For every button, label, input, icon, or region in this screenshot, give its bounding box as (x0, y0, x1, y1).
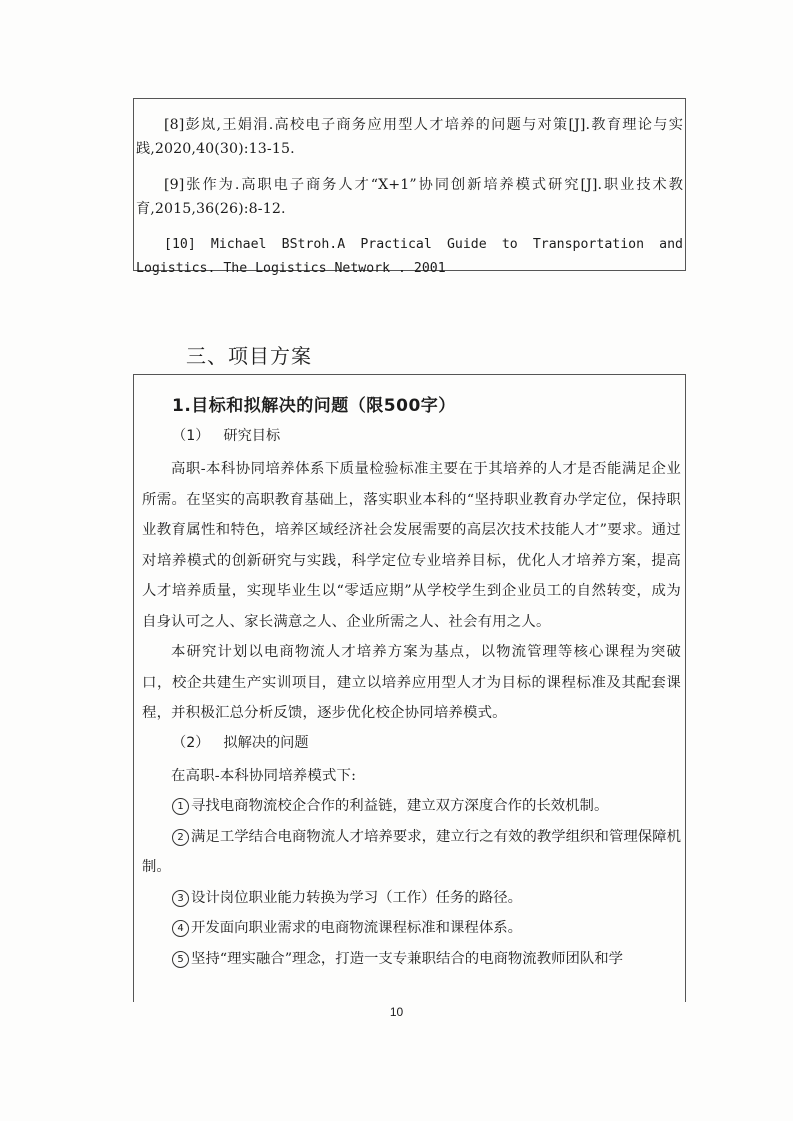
problems-number: （2） (172, 734, 210, 751)
problem-item-3 (134, 883, 685, 914)
goals-subheading (172, 422, 685, 450)
goals-paragraph-2: 本研究计划以电商物流人才培养方案为基点，以物流管理等核心课程为突破口，校企共建生产实训项目，建立以培养应用型人才为目标的课程标准及其配套课程，并积极汇总分析反馈，逐步优化校企协同培养模式。 (142, 644, 681, 721)
reference-9: [9]张作为.高职电子商务人才“X+1”协同创新培养模式研究[J].职业技术教育,2015,36(26):8-12. (136, 177, 683, 217)
problems-title: 拟解决的问题 (223, 734, 309, 751)
problem-item-2 (134, 822, 685, 883)
circled-number-5: 5 (172, 951, 189, 968)
problems-intro: 在高职-本科协同培养模式下: (171, 767, 357, 784)
goals-paragraph-1: 高职-本科协同培养体系下质量检验标准主要在于其培养的人才是否能满足企业所需。在坚实的高职教育基础上，落实职业本科的“坚持职业教育办学定位，保持职业教育属性和特色，培养区域经济社会发展需要的高层次技术技能人才”要求。通过对培养模式的创新研究与实践，科学定位专业培养目标，优化人才培养方案，提高人才培养质量，实现毕业生以“零适应期”从学校学生到企业员工的自然转变，成为自身认可之人、家长满意之人、企业所需之人、社会有用之人。 (142, 461, 681, 630)
references-box (133, 98, 686, 276)
circled-number-4: 4 (172, 920, 189, 937)
circled-number-2: 2 (172, 829, 189, 846)
project-plan-box (133, 374, 686, 1002)
reference-8: [8]彭岚,王娟涓.高校电子商务应用型人才培养的问题与对策[J].教育理论与实践,2020,40(30):13-15. (136, 117, 683, 157)
section-title: 三、项目方案 (186, 344, 312, 368)
circled-number-3: 3 (172, 890, 189, 907)
problem-item-text: 坚持“理实融合”理念，打造一支专兼职结合的电商物流教师团队和学 (191, 950, 624, 967)
plan-heading: 1.目标和拟解决的问题（限500字） (172, 396, 456, 416)
problem-item-text: 设计岗位职业能力转换为学习（工作）任务的路径。 (191, 889, 522, 906)
problem-item-text: 寻找电商物流校企合作的利益链，建立双方深度合作的长效机制。 (191, 798, 609, 814)
reference-10: [10] Michael BStroh.A Practical Guide to Transportation and Logistics. The Logistics Network . 2001 (136, 237, 683, 276)
goals-title: 研究目标 (223, 428, 281, 444)
goals-number: （1） (172, 428, 210, 444)
circled-number-1: 1 (172, 798, 189, 815)
problems-subheading (172, 729, 685, 757)
page-number: 10 (389, 1005, 404, 1019)
problem-item-4 (134, 913, 685, 944)
problem-item-text: 开发面向职业需求的电商物流课程标准和课程体系。 (191, 920, 522, 936)
problem-item-text: 满足工学结合电商物流人才培养要求，建立行之有效的教学组织和管理保障机制。 (142, 828, 681, 875)
problem-item-1 (134, 791, 685, 822)
problem-item-5 (134, 944, 685, 975)
